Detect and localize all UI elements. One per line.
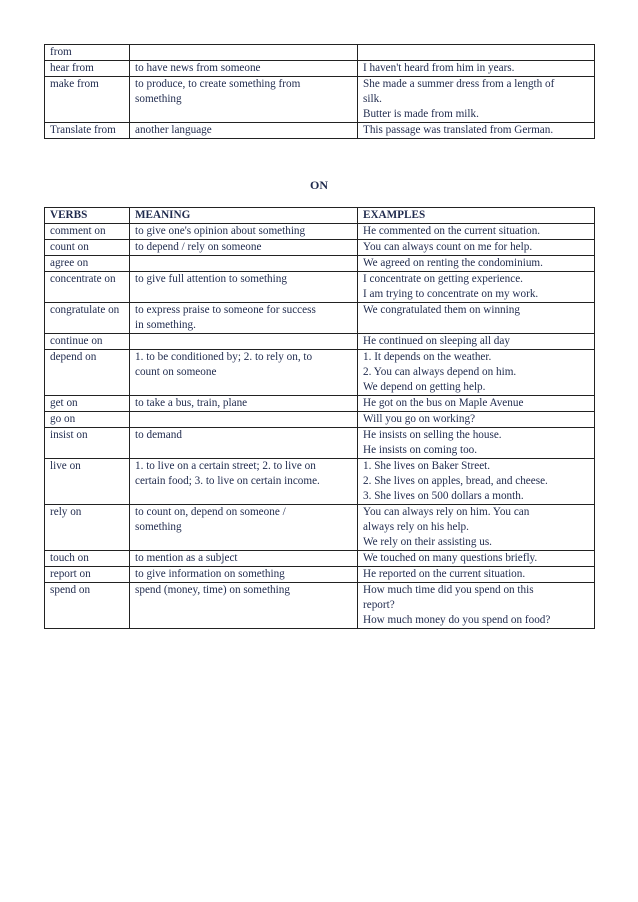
table-row [45, 567, 595, 583]
examples-line: 2. You can always depend on him. [363, 366, 517, 378]
meaning-line: 1. to be conditioned by; 2. to rely on, to [135, 351, 313, 363]
on-verbs-table [44, 207, 595, 629]
examples-line: This passage was translated from German. [363, 124, 554, 136]
examples-line: He continued on sleeping all day [363, 335, 510, 347]
meaning-cell [130, 224, 358, 240]
table-row [45, 412, 595, 428]
meaning-cell [130, 61, 358, 77]
table-row [45, 396, 595, 412]
verb-cell: count on [45, 240, 130, 256]
table-row [45, 551, 595, 567]
meaning-line: certain food; 3. to live on certain income. [135, 475, 320, 487]
examples-cell [358, 77, 595, 123]
examples-cell [358, 567, 595, 583]
examples-cell [358, 396, 595, 412]
from-table-body [45, 45, 595, 139]
examples-line: 2. She lives on apples, bread, and cheese. [363, 475, 548, 487]
examples-line: He commented on the current situation. [363, 225, 541, 237]
examples-cell [358, 256, 595, 272]
meaning-line: in something. [135, 319, 196, 331]
examples-line: How much time did you spend on this [363, 584, 534, 596]
table-row [45, 303, 595, 334]
from-verbs-table [44, 44, 595, 139]
examples-cell [358, 551, 595, 567]
examples-line: How much money do you spend on food? [363, 614, 551, 626]
examples-line: You can always rely on him. You can [363, 506, 530, 518]
verb-cell: congratulate on [45, 303, 130, 334]
examples-line: He reported on the current situation. [363, 568, 526, 580]
examples-line: We depend on getting help. [363, 381, 486, 393]
meaning-cell [130, 505, 358, 551]
meaning-cell [130, 272, 358, 303]
verb-cell: Translate from [45, 123, 130, 139]
meaning-line: spend (money, time) on something [135, 584, 290, 596]
examples-cell [358, 334, 595, 350]
table-row [45, 272, 595, 303]
meaning-line: to give information on something [135, 568, 285, 580]
meaning-cell [130, 350, 358, 396]
examples-cell [358, 61, 595, 77]
meaning-cell [130, 567, 358, 583]
examples-cell [358, 272, 595, 303]
examples-cell [358, 45, 595, 61]
examples-line: I haven't heard from him in years. [363, 62, 515, 74]
examples-line: Butter is made from milk. [363, 108, 479, 120]
table-row [45, 61, 595, 77]
verb-cell: spend on [45, 583, 130, 629]
examples-line: He got on the bus on Maple Avenue [363, 397, 524, 409]
table-row [45, 350, 595, 396]
examples-cell [358, 583, 595, 629]
verb-cell: touch on [45, 551, 130, 567]
meaning-line: to depend / rely on someone [135, 241, 262, 253]
section-title-on: ON [310, 178, 328, 192]
meaning-cell [130, 240, 358, 256]
verb-cell: agree on [45, 256, 130, 272]
examples-cell [358, 123, 595, 139]
examples-line: Will you go on working? [363, 413, 476, 425]
meaning-cell [130, 45, 358, 61]
verb-cell: depend on [45, 350, 130, 396]
table-row [45, 240, 595, 256]
meaning-cell [130, 459, 358, 505]
table-header-row [45, 208, 595, 224]
table-row [45, 428, 595, 459]
examples-line: She made a summer dress from a length of [363, 78, 555, 90]
examples-cell [358, 350, 595, 396]
examples-cell [358, 240, 595, 256]
table-row [45, 256, 595, 272]
meaning-line: to take a bus, train, plane [135, 397, 248, 409]
examples-line: I concentrate on getting experience. [363, 273, 523, 285]
meaning-line: to produce, to create something from [135, 78, 301, 90]
meaning-line: to demand [135, 429, 182, 441]
examples-line: We congratulated them on winning [363, 304, 520, 316]
meaning-line: count on someone [135, 366, 217, 378]
verb-cell: get on [45, 396, 130, 412]
examples-cell [358, 412, 595, 428]
examples-line: silk. [363, 93, 382, 105]
examples-cell [358, 459, 595, 505]
verb-cell: hear from [45, 61, 130, 77]
table-row [45, 334, 595, 350]
examples-line: always rely on his help. [363, 521, 469, 533]
table-row [45, 45, 595, 61]
examples-line: You can always count on me for help. [363, 241, 533, 253]
table-row [45, 583, 595, 629]
meaning-cell [130, 77, 358, 123]
verb-cell: concentrate on [45, 272, 130, 303]
table-row [45, 123, 595, 139]
examples-line: We agreed on renting the condominium. [363, 257, 543, 269]
examples-line: 1. She lives on Baker Street. [363, 460, 491, 472]
meaning-cell [130, 256, 358, 272]
on-table-body [45, 224, 595, 629]
meaning-line: another language [135, 124, 212, 136]
verb-cell: comment on [45, 224, 130, 240]
examples-line: We touched on many questions briefly. [363, 552, 538, 564]
examples-line: report? [363, 599, 395, 611]
meaning-cell [130, 123, 358, 139]
meaning-line: 1. to live on a certain street; 2. to live on [135, 460, 316, 472]
meaning-line: to mention as a subject [135, 552, 238, 564]
examples-line: 3. She lives on 500 dollars a month. [363, 490, 524, 502]
table-row [45, 505, 595, 551]
header-meaning: MEANING [130, 208, 358, 224]
verb-cell: insist on [45, 428, 130, 459]
meaning-line: something [135, 521, 182, 533]
meaning-cell [130, 583, 358, 629]
table-row [45, 459, 595, 505]
verb-cell: go on [45, 412, 130, 428]
examples-cell [358, 224, 595, 240]
meaning-cell [130, 303, 358, 334]
examples-cell [358, 428, 595, 459]
meaning-line: to count on, depend on someone / [135, 506, 286, 518]
examples-line: I am trying to concentrate on my work. [363, 288, 539, 300]
meaning-cell [130, 396, 358, 412]
header-verbs: VERBS [45, 208, 130, 224]
meaning-cell [130, 334, 358, 350]
meaning-cell [130, 428, 358, 459]
meaning-line: to express praise to someone for success [135, 304, 316, 316]
examples-line: We rely on their assisting us. [363, 536, 492, 548]
examples-line: He insists on coming too. [363, 444, 478, 456]
verb-cell: from [45, 45, 130, 61]
examples-line: He insists on selling the house. [363, 429, 502, 441]
meaning-line: to have news from someone [135, 62, 261, 74]
verb-cell: continue on [45, 334, 130, 350]
meaning-line: something [135, 93, 182, 105]
header-examples: EXAMPLES [358, 208, 595, 224]
examples-cell [358, 303, 595, 334]
verb-cell: make from [45, 77, 130, 123]
meaning-line: to give one's opinion about something [135, 225, 306, 237]
table-row [45, 224, 595, 240]
table-row [45, 77, 595, 123]
examples-line: 1. It depends on the weather. [363, 351, 492, 363]
meaning-cell [130, 551, 358, 567]
verb-cell: rely on [45, 505, 130, 551]
verb-cell: live on [45, 459, 130, 505]
verb-cell: report on [45, 567, 130, 583]
examples-cell [358, 505, 595, 551]
meaning-cell [130, 412, 358, 428]
meaning-line: to give full attention to something [135, 273, 287, 285]
